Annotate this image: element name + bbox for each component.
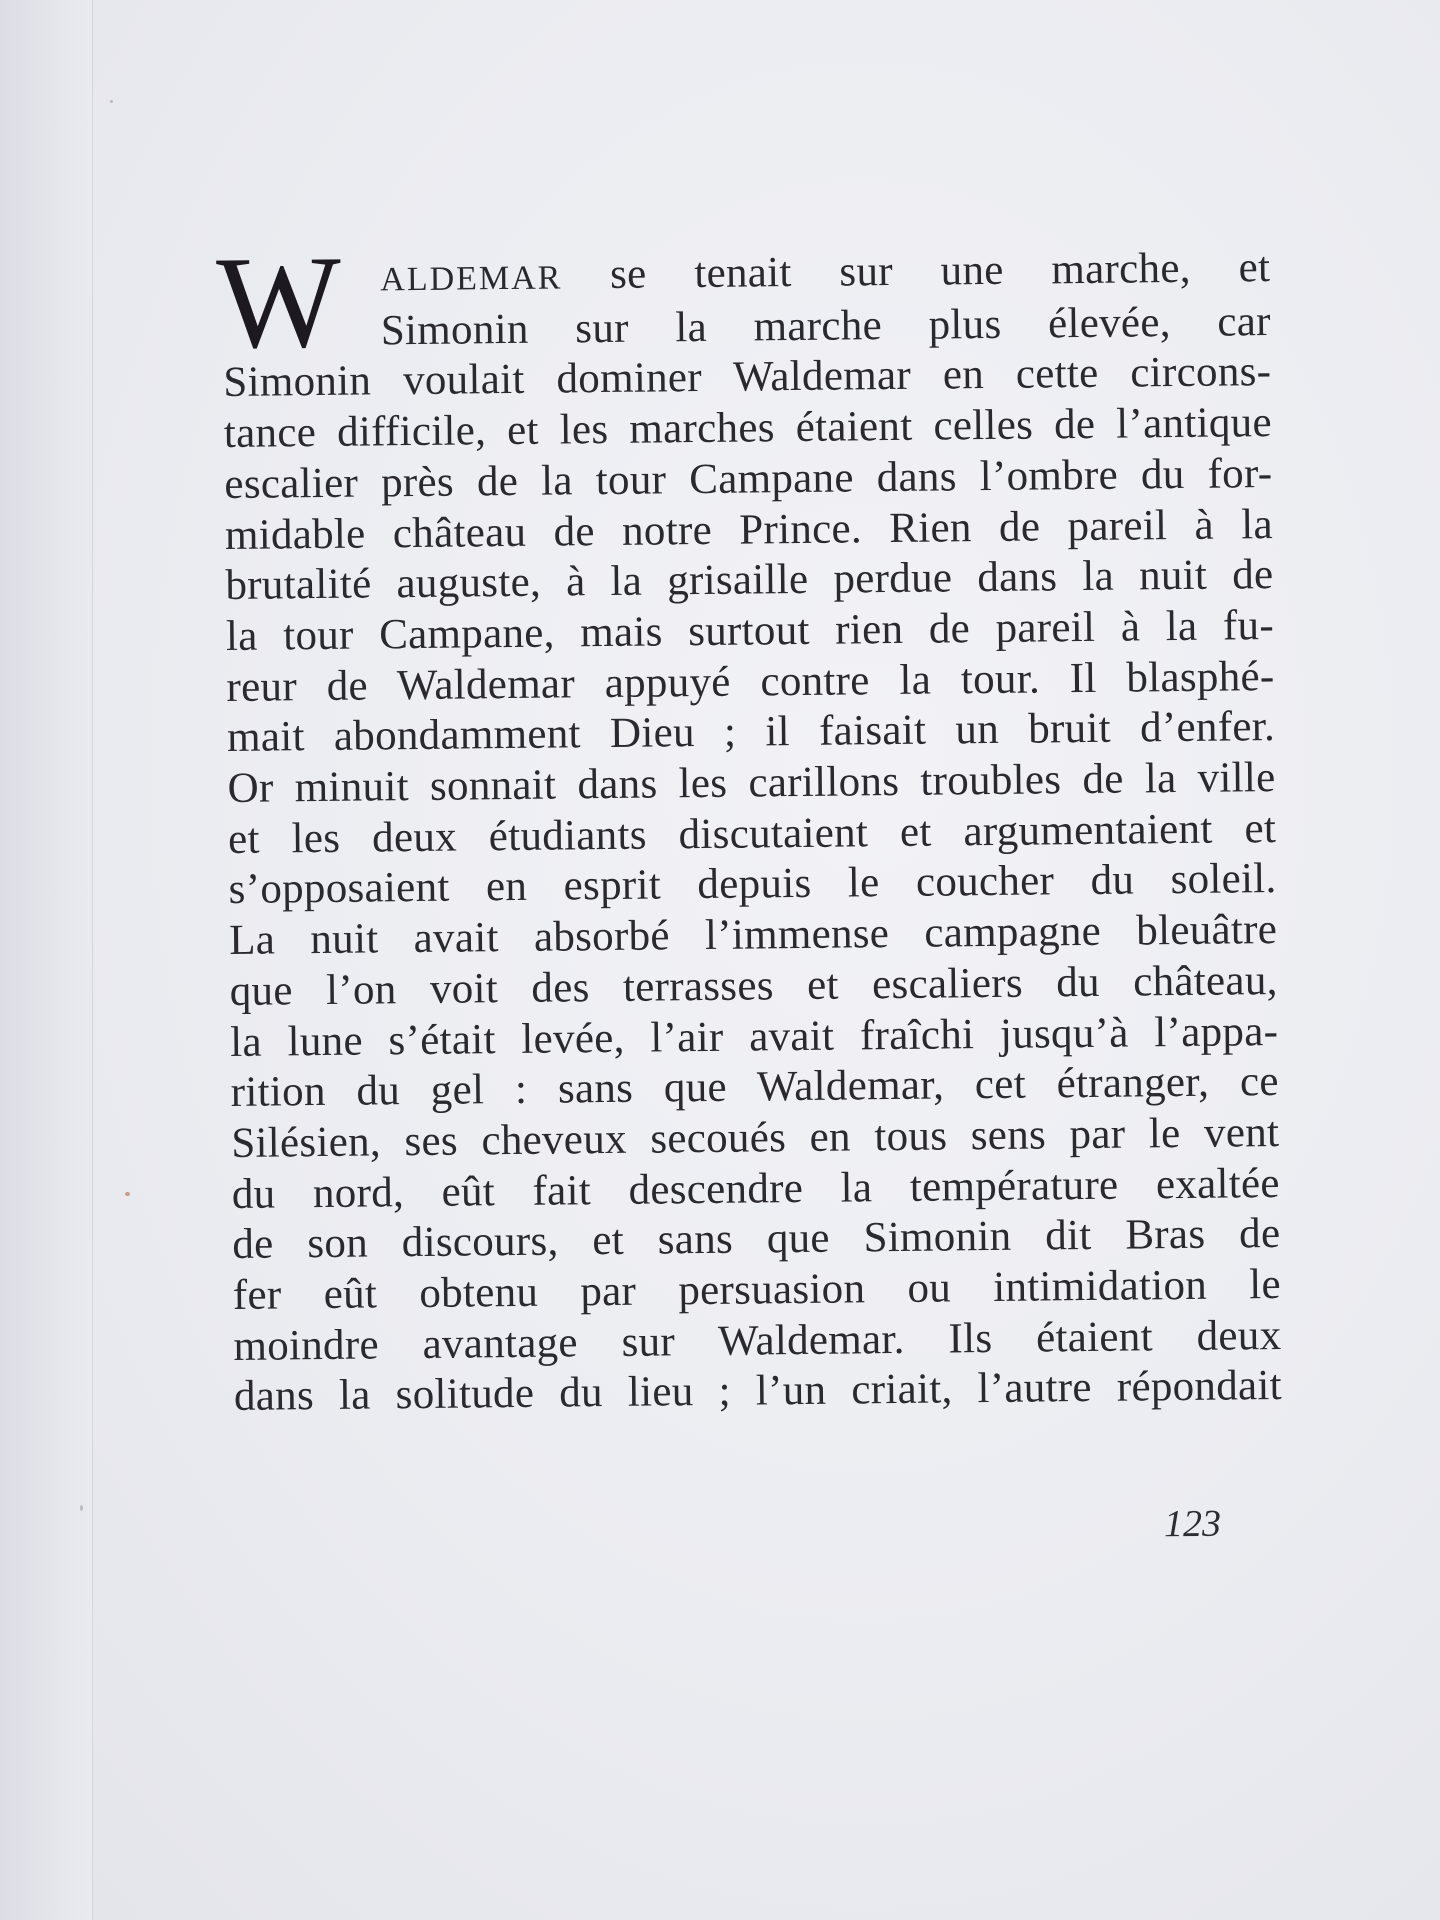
text-line: la tour Campane, mais surtout rien de pareil à la fu- xyxy=(225,601,1275,660)
text-line: et les deux étudiants discutaient et argumentaient et xyxy=(227,804,1277,863)
text-line: Simonin sur la marche plus élevée, car xyxy=(380,297,1272,355)
text-line: brutalité auguste, à la grisaille perdue dans la nuit de xyxy=(225,551,1274,610)
paper-speck xyxy=(110,100,113,103)
text-line: fer eût obtenu par persuasion ou intimidation le xyxy=(232,1261,1282,1320)
text-line: dans la solitude du lieu ; l’un criait, l’autre répondait xyxy=(233,1362,1283,1421)
text-line: du nord, eût fait descendre la température exaltée xyxy=(231,1159,1281,1218)
text-line: La nuit avait absorbé l’immense campagne bleuâtre xyxy=(228,906,1278,965)
page-number: 123 xyxy=(1163,1502,1222,1546)
paper-speck xyxy=(80,1505,83,1511)
body-text xyxy=(215,227,1283,1423)
text-line: escalier près de la tour Campane dans l’ombre du for- xyxy=(224,449,1273,508)
opening-paragraph xyxy=(215,227,1272,377)
text-line: reur de Waldemar appuyé contre la tour. Il blasphé- xyxy=(226,652,1275,711)
text-line: de son discours, et sans que Simonin dit Bras de xyxy=(232,1210,1281,1269)
opening-smallcaps: ALDEMAR xyxy=(380,259,563,299)
text-line: s’opposaient en esprit depuis le coucher du soleil. xyxy=(228,855,1277,914)
page-gutter xyxy=(0,0,93,1920)
text-line: la lune s’était levée, l’air avait fraîchi jusqu’à l’appa- xyxy=(230,1007,1279,1066)
text-line: Simonin voulait dominer Waldemar en cette circons- xyxy=(223,348,1272,407)
text-line: Or minuit sonnait dans les carillons troubles de la ville xyxy=(227,754,1276,813)
drop-cap: W xyxy=(215,227,336,377)
text-line: Silésien, ses cheveux secoués en tous sens par le vent xyxy=(231,1108,1280,1167)
paper-speck xyxy=(125,1192,130,1196)
text-line: que l’on voit des terrasses et escaliers du château, xyxy=(229,956,1278,1015)
text-line-content: se tenait sur une marche, et xyxy=(562,244,1271,299)
text-line: tance difficile, et les marches étaient celles de l’antique xyxy=(223,399,1273,458)
text-line: midable château de notre Prince. Rien de pareil à la xyxy=(224,500,1274,559)
text-line: rition du gel : sans que Waldemar, cet étranger, ce xyxy=(230,1058,1279,1117)
text-line: moindre avantage sur Waldemar. Ils étaient deux xyxy=(233,1311,1282,1370)
text-line: mait abondamment Dieu ; il faisait un bruit d’enfer. xyxy=(226,703,1276,762)
